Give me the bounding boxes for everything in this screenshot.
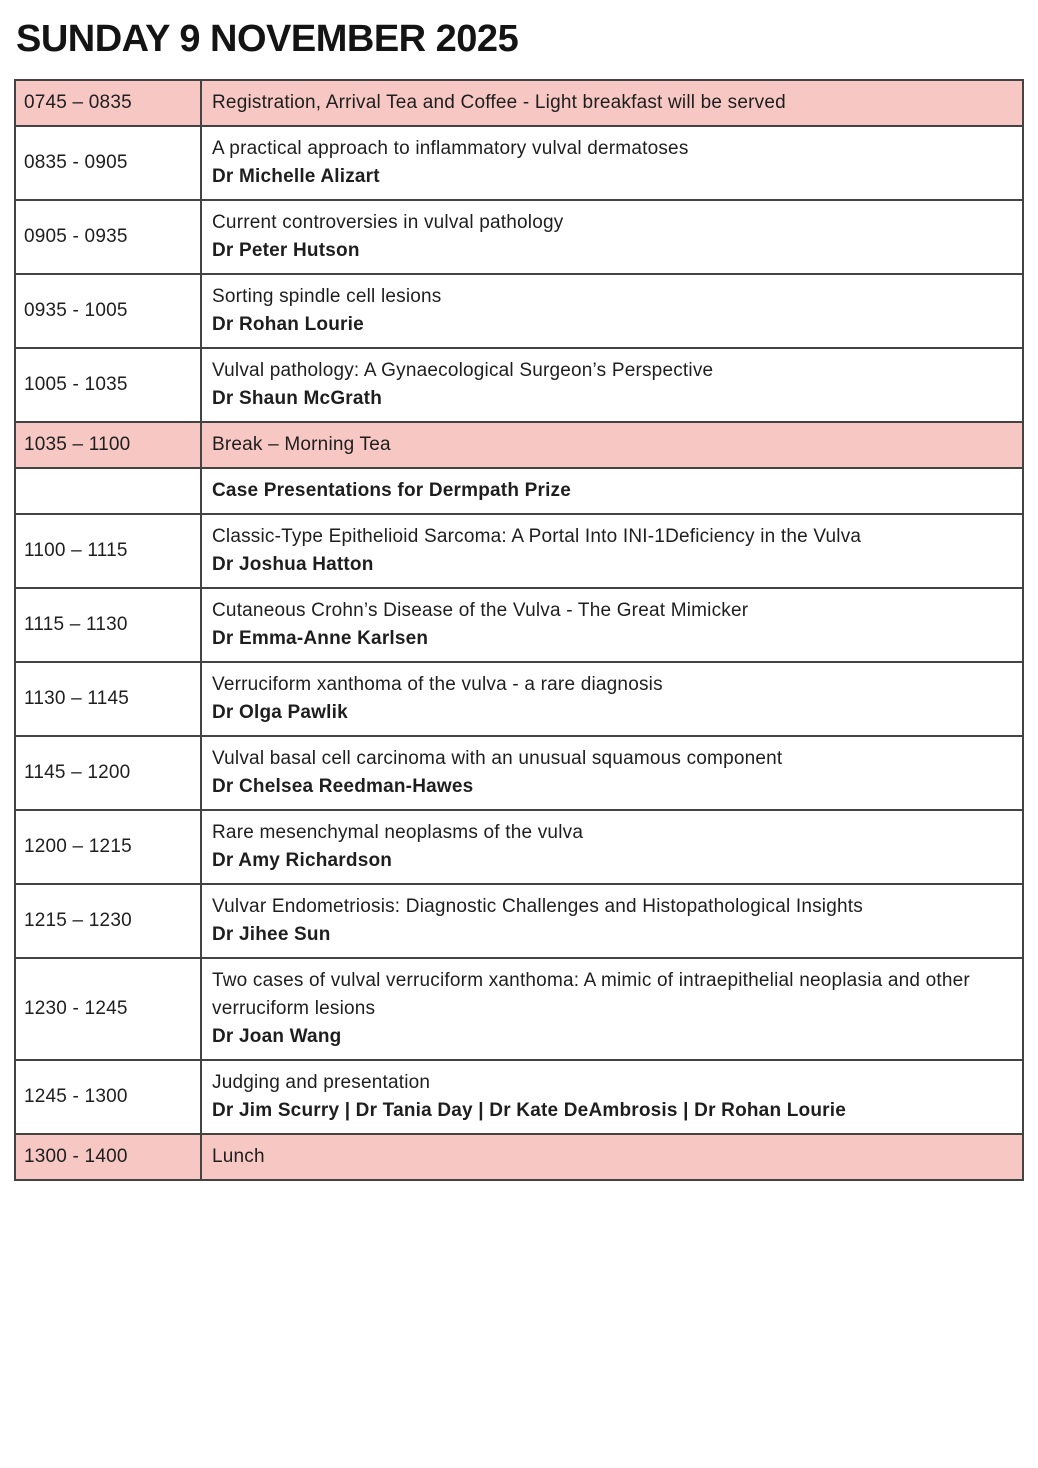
session-presenter: Dr Emma-Anne Karlsen	[212, 628, 429, 649]
time-cell: 1005 - 1035	[15, 348, 201, 422]
session-cell	[201, 1134, 1023, 1180]
session-presenter: Dr Jim Scurry | Dr Tania Day | Dr Kate DeAmbrosis | Dr Rohan Lourie	[212, 1100, 846, 1121]
schedule-row	[15, 1060, 1023, 1134]
session-cell	[201, 348, 1023, 422]
session-presenter: Dr Chelsea Reedman-Hawes	[212, 776, 474, 797]
session-title: Vulvar Endometriosis: Diagnostic Challenges and Histopathological Insights	[212, 896, 863, 917]
session-presenter: Dr Joshua Hatton	[212, 554, 374, 575]
time-cell: 1215 – 1230	[15, 884, 201, 958]
time-cell: 1145 – 1200	[15, 736, 201, 810]
schedule-row	[15, 736, 1023, 810]
session-title: Cutaneous Crohn’s Disease of the Vulva - The Great Mimicker	[212, 600, 749, 621]
schedule-row	[15, 884, 1023, 958]
schedule-row	[15, 514, 1023, 588]
session-title: Case Presentations for Dermpath Prize	[212, 480, 572, 501]
session-title: Rare mesenchymal neoplasms of the vulva	[212, 822, 584, 843]
session-presenter: Dr Shaun McGrath	[212, 388, 382, 409]
time-cell: 1115 – 1130	[15, 588, 201, 662]
session-cell	[201, 810, 1023, 884]
session-cell	[201, 274, 1023, 348]
session-cell	[201, 588, 1023, 662]
time-cell: 1245 - 1300	[15, 1060, 201, 1134]
time-cell: 1130 – 1145	[15, 662, 201, 736]
session-cell	[201, 80, 1023, 126]
schedule-row	[15, 958, 1023, 1060]
session-title: Judging and presentation	[212, 1072, 431, 1093]
time-cell: 0905 - 0935	[15, 200, 201, 274]
session-cell	[201, 126, 1023, 200]
time-cell: 1300 - 1400	[15, 1134, 201, 1180]
time-cell: 1100 – 1115	[15, 514, 201, 588]
session-title: Classic-Type Epithelioid Sarcoma: A Portal Into INI-1Deficiency in the Vulva	[212, 526, 862, 547]
schedule-row	[15, 662, 1023, 736]
session-title: Vulval pathology: A Gynaecological Surgeon’s Perspective	[212, 360, 714, 381]
session-presenter: Dr Jihee Sun	[212, 924, 331, 945]
schedule-row	[15, 588, 1023, 662]
session-presenter: Dr Rohan Lourie	[212, 314, 364, 335]
session-presenter: Dr Peter Hutson	[212, 240, 360, 261]
session-cell	[201, 884, 1023, 958]
schedule-table-body	[15, 80, 1023, 1180]
page-title: SUNDAY 9 NOVEMBER 2025	[16, 18, 519, 60]
session-title: Registration, Arrival Tea and Coffee - Light breakfast will be served	[212, 92, 786, 113]
session-title: Sorting spindle cell lesions	[212, 286, 442, 307]
session-title: Lunch	[212, 1146, 265, 1167]
schedule-row	[15, 126, 1023, 200]
schedule-row	[15, 348, 1023, 422]
session-presenter: Dr Michelle Alizart	[212, 166, 380, 187]
session-presenter: Dr Olga Pawlik	[212, 702, 348, 723]
session-cell	[201, 200, 1023, 274]
session-cell	[201, 736, 1023, 810]
session-title: Vulval basal cell carcinoma with an unusual squamous component	[212, 748, 783, 769]
time-cell: 1230 - 1245	[15, 958, 201, 1060]
session-title: Current controversies in vulval pathology	[212, 212, 564, 233]
time-cell: 0935 - 1005	[15, 274, 201, 348]
schedule-row	[15, 810, 1023, 884]
time-cell: 1035 – 1100	[15, 422, 201, 468]
session-presenter: Dr Amy Richardson	[212, 850, 393, 871]
session-cell	[201, 422, 1023, 468]
schedule-row	[15, 1134, 1023, 1180]
time-cell	[15, 468, 201, 514]
session-title: Break – Morning Tea	[212, 434, 391, 455]
schedule-row	[15, 468, 1023, 514]
schedule-row	[15, 274, 1023, 348]
session-cell	[201, 468, 1023, 514]
schedule-row	[15, 80, 1023, 126]
time-cell: 0745 – 0835	[15, 80, 201, 126]
schedule-row	[15, 200, 1023, 274]
session-title: Two cases of vulval verruciform xanthoma: A mimic of intraepithelial neoplasia and other verruciform lesions	[212, 970, 970, 1019]
schedule-table	[14, 79, 1024, 1181]
session-title: A practical approach to inflammatory vulval dermatoses	[212, 138, 689, 159]
session-cell	[201, 1060, 1023, 1134]
schedule-row	[15, 422, 1023, 468]
session-cell	[201, 514, 1023, 588]
session-title: Verruciform xanthoma of the vulva - a rare diagnosis	[212, 674, 663, 695]
session-cell	[201, 662, 1023, 736]
session-presenter: Dr Joan Wang	[212, 1026, 342, 1047]
time-cell: 0835 - 0905	[15, 126, 201, 200]
session-cell	[201, 958, 1023, 1060]
time-cell: 1200 – 1215	[15, 810, 201, 884]
